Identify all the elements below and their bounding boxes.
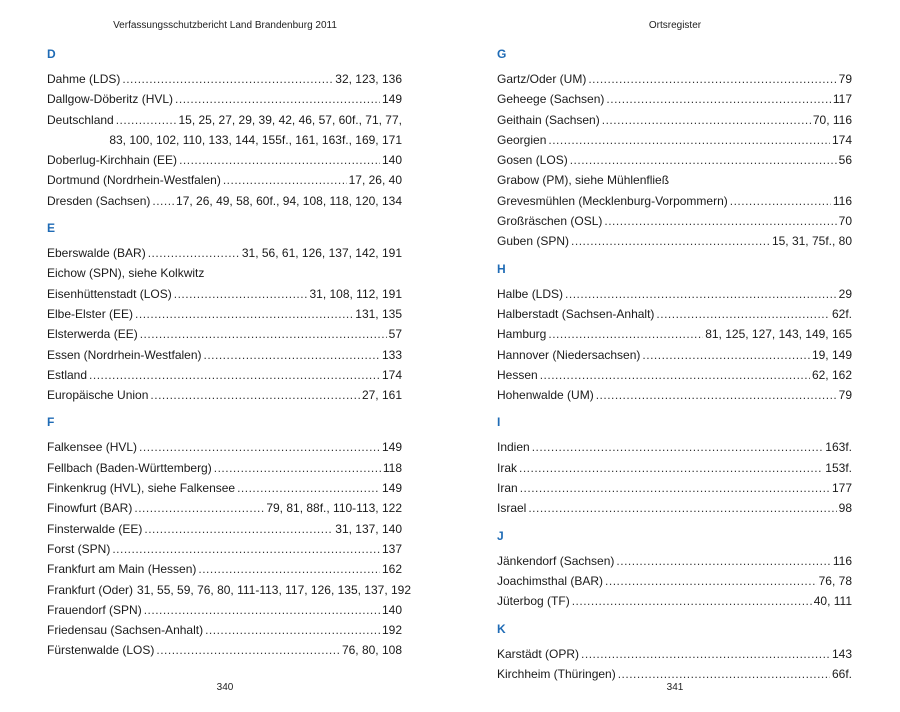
entry-pages: 31, 108, 112, 191 [309,286,402,301]
leader-dots [604,211,836,231]
entry-name: Estland [47,367,88,382]
leader-dots [605,571,817,591]
leader-dots [656,304,830,324]
entry-pages: 149 [381,440,402,455]
leader-dots [112,539,380,559]
entry-name: Indien [497,440,530,455]
entry-pages: 62f. [831,306,852,321]
index-entry [47,263,402,283]
index-entry [497,110,852,130]
leader-dots [156,640,340,660]
entry-name: Elsterwerda (EE) [47,327,138,342]
leader-dots [223,170,347,190]
leader-dots [519,458,823,478]
entry-name: Halbe (LDS) [497,286,564,301]
index-entry [497,571,852,591]
running-header: Verfassungsschutzbericht Land Brandenburg 2011 [113,20,337,31]
index-entry [47,620,402,640]
page-number: 340 [216,682,234,693]
index-entry [47,150,402,170]
leader-dots [198,559,380,579]
index-entry [497,231,852,251]
index-entry [497,150,852,170]
entry-name: Jüterbog (TF) [497,594,570,609]
index-entry [497,365,852,385]
index-entry [47,437,402,457]
entry-pages: 162 [381,562,402,577]
index-entry [47,385,402,405]
entry-name: Dortmund (Nordrhein-Westfalen) [47,173,221,188]
entry-name: Hohenwalde (UM) [497,388,594,403]
leader-dots [89,365,380,385]
leader-dots [548,324,703,344]
leader-dots [122,69,333,89]
entry-name: Frauendorf (SPN) [47,602,142,617]
index-entry [47,539,402,559]
leader-dots [144,600,380,620]
index-entry [497,89,852,109]
entry-pages: 15, 25, 27, 29, 39, 42, 46, 57, 60f., 71, 77, [178,112,402,127]
entry-pages: 81, 125, 127, 143, 149, 165 [705,327,852,342]
entry-pages: 174 [831,132,852,147]
index-entry [47,284,402,304]
entry-name: Elbe-Elster (EE) [47,306,134,321]
entry-name: Dahme (LDS) [47,72,121,86]
page-number: 341 [666,682,684,693]
index-entry [47,69,402,89]
entry-pages: 137 [381,541,402,556]
entry-name: Halberstadt (Sachsen-Anhalt) [497,306,655,321]
index-entry [47,89,402,109]
entry-pages-continuation: 83, 100, 102, 110, 133, 144, 155f., 161, 163f., 169, 171 [109,132,402,147]
entry-pages: 98 [838,501,852,516]
index-section [47,218,402,405]
leader-dots [152,191,174,211]
entry-name: Deutschland [47,112,114,127]
entry-name: Finkenkrug (HVL), siehe Falkensee [47,481,236,496]
leader-dots [214,458,381,478]
index-entry [47,580,412,600]
leader-dots [139,437,380,457]
index-entry [47,304,402,324]
index-entry [47,170,402,190]
entry-name: Doberlug-Kirchhain (EE) [47,153,178,168]
index-entry [47,458,402,478]
leader-dots [150,385,360,405]
entry-pages: 66f. [831,666,852,681]
leader-dots [140,324,387,344]
entry-name: Eichow (SPN), siehe Kolkwitz [47,266,205,281]
entry-name: Frankfurt (Oder) [47,582,134,597]
entry-pages: 140 [381,153,402,168]
entry-name: Hannover (Niedersachsen) [497,347,641,362]
entry-pages: 79, 81, 88f., 110-113, 122 [266,501,402,516]
section-letter: F [47,415,55,430]
leader-dots [520,478,830,498]
entry-name: Eberswalde (BAR) [47,246,146,261]
entry-pages: 177 [831,481,852,496]
section-letter: J [497,528,504,543]
index-column [47,44,412,661]
index-section [497,412,852,518]
index-column [497,44,852,684]
entry-pages: 57 [388,327,402,342]
index-entry [497,211,852,231]
leader-dots [528,498,836,518]
entry-name: Hessen [497,367,538,382]
leader-dots [642,345,810,365]
entry-name: Gosen (LOS) [497,153,568,168]
entry-pages: 174 [381,367,402,382]
entry-name: Grabow (PM), siehe Mühlenfließ [497,173,670,188]
section-letter: I [497,415,501,430]
index-section [497,526,852,612]
entry-pages: 19, 149 [811,347,852,362]
entry-name: Karstädt (OPR) [497,646,580,661]
index-entry [47,640,402,660]
entry-pages: 149 [381,481,402,496]
index-section [497,259,852,406]
leader-dots [134,498,264,518]
entry-name: Gartz/Oder (UM) [497,72,587,86]
leader-dots [572,591,812,611]
entry-pages: 27, 161 [361,388,402,403]
leader-dots [565,284,837,304]
entry-name: Guben (SPN) [497,234,570,249]
index-entry [47,243,402,263]
entry-pages: 70 [838,214,852,229]
index-entry [47,110,402,130]
entry-name: Grevesmühlen (Mecklenburg-Vorpommern) [497,193,728,208]
section-letter: G [497,47,507,61]
entry-name: Georgien [497,132,547,147]
index-entry [497,191,852,211]
entry-name: Fellbach (Baden-Württemberg) [47,460,212,475]
leader-dots [616,551,830,571]
entry-name: Jänkendorf (Sachsen) [497,553,615,568]
index-section [497,619,852,685]
entry-pages: 153f. [825,460,852,475]
entry-name: Joachimsthal (BAR) [497,573,604,588]
index-entry [497,69,852,89]
leader-dots [532,437,824,457]
entry-name: Frankfurt am Main (Hessen) [47,562,197,577]
leader-dots [540,365,810,385]
index-entry [47,365,402,385]
leader-dots [116,110,177,130]
entry-pages: 149 [381,92,402,107]
entry-name: Geheege (Sachsen) [497,92,605,107]
section-letter: K [497,621,506,636]
entry-name: Dallgow-Döberitz (HVL) [47,92,174,107]
leader-dots [237,478,380,498]
leader-dots [148,243,240,263]
entry-name: Eisenhüttenstadt (LOS) [47,286,172,301]
section-letter: H [497,261,506,276]
index-section [497,44,852,252]
leader-dots [175,89,380,109]
entry-pages: 17, 26, 49, 58, 60f., 94, 108, 118, 120, 134 [176,193,402,208]
index-entry [47,519,402,539]
entry-pages: 15, 31, 75f., 80 [771,234,852,249]
section-letter: E [47,221,56,236]
index-entry [47,559,402,579]
index-entry [497,304,852,324]
index-entry [497,130,852,150]
entry-name: Großräschen (OSL) [497,214,603,229]
entry-name: Europäische Union [47,388,149,403]
index-entry [47,345,402,365]
entry-name: Fürstenwalde (LOS) [47,643,155,658]
entry-name: Finsterwalde (EE) [47,521,143,536]
index-section [47,412,412,660]
index-entry [497,345,852,365]
entry-pages: 31, 137, 140 [335,521,402,536]
entry-pages: 131, 135 [355,306,402,321]
index-entry [497,385,852,405]
index-entry [497,437,852,457]
leader-dots [174,284,308,304]
entry-pages: 79 [838,388,852,403]
index-entry [497,458,852,478]
index-entry [497,551,852,571]
leader-dots [205,620,380,640]
entry-pages: 32, 123, 136 [335,72,402,86]
leader-dots [606,89,830,109]
leader-dots [570,150,837,170]
entry-pages: 40, 111 [813,594,852,609]
entry-pages: 29 [838,286,852,301]
entry-pages: 76, 78 [818,573,852,588]
leader-dots [571,231,770,251]
entry-name: Forst (SPN) [47,541,111,556]
index-entry [47,600,402,620]
right-page [450,0,900,712]
entry-pages: 140 [381,602,402,617]
entry-pages: 192 [381,623,402,638]
entry-pages: 79 [838,72,852,86]
leader-dots [548,130,830,150]
index-entry [47,498,402,518]
entry-pages: 116 [832,193,852,208]
entry-name: Israel [497,501,527,516]
entry-pages: 62, 162 [811,367,852,382]
entry-name: Falkensee (HVL) [47,440,138,455]
entry-name: Dresden (Sachsen) [47,193,151,208]
index-entry [497,324,852,344]
index-entry [497,284,852,304]
entry-name: Essen (Nordrhein-Westfalen) [47,347,202,362]
entry-pages: 117 [832,92,852,107]
entry-name: Kirchheim (Thüringen) [497,666,616,681]
entry-pages: 76, 80, 108 [341,643,402,658]
leader-dots [179,150,380,170]
leader-dots [135,304,353,324]
index-entry [497,644,852,664]
entry-pages: 31, 56, 61, 126, 137, 142, 191 [241,246,402,261]
index-entry [497,170,852,190]
entry-name: Iran [497,481,518,496]
leader-dots [204,345,380,365]
section-letter: D [47,47,56,61]
index-entry [47,478,402,498]
entry-name: Friedensau (Sachsen-Anhalt) [47,623,204,638]
entry-pages: 116 [832,553,852,568]
index-entry [497,478,852,498]
entry-pages: 17, 26, 40 [348,173,402,188]
entry-pages: 133 [381,347,402,362]
leader-dots [581,644,830,664]
entry-pages: 118 [382,460,402,475]
entry-pages: 143 [831,646,852,661]
running-header: Ortsregister [648,20,702,31]
index-section [47,44,402,211]
leader-dots [602,110,811,130]
leader-dots [730,191,831,211]
leader-dots [588,69,836,89]
entry-pages: 56 [838,153,852,168]
entry-name: Geithain (Sachsen) [497,112,600,127]
index-entry [47,324,402,344]
entry-name: Hamburg [497,327,547,342]
entry-name: Irak [497,460,518,475]
leader-dots [144,519,333,539]
index-entry [497,591,852,611]
entry-name: Finowfurt (BAR) [47,501,133,516]
index-entry [47,191,402,211]
entry-pages: 163f. [825,440,852,455]
index-entry [497,498,852,518]
leader-dots [596,385,837,405]
entry-pages: 31, 55, 59, 76, 80, 111-113, 117, 126, 135, 137, 192 [137,582,412,597]
entry-pages: 70, 116 [812,112,852,127]
